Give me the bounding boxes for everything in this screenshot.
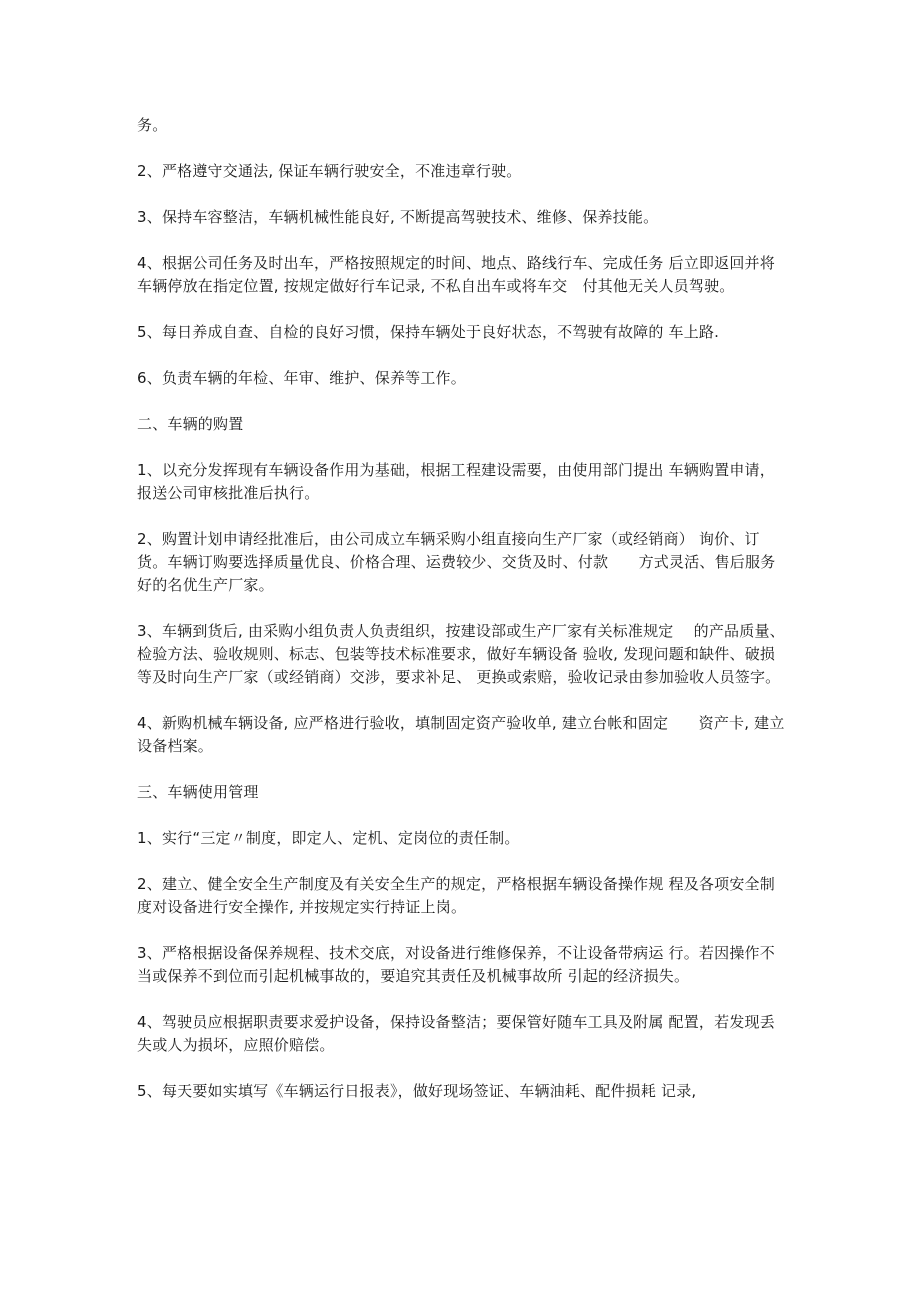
paragraph-item: 5、每天要如实填写《车辆运行日报表》，做好现场签证、车辆油耗、配件损耗 记录, — [137, 1082, 697, 1100]
paragraph-continuation: 务。 — [137, 116, 168, 134]
section-heading: 二、车辆的购置 — [137, 415, 244, 433]
paragraph-item: 2、购置计划申请经批准后，由公司成立车辆采购小组直接向生产厂家（或经销商） 询价、订货。车辆订购要选择质量优良、价格合理、运费较少、交货及时、付款 方式灵活、售后服务好的名优生产厂家。 — [137, 530, 776, 594]
paragraph-item: 3、严格根据设备保养规程、技术交底，对设备进行维修保养，不让设备带病运 行。若因操作不当或保养不到位而引起机械事故的，要追究其责任及机械事故所 引起的经济损失。 — [137, 944, 775, 985]
paragraph-item: 5、每日养成自查、自检的良好习惯，保持车辆处于良好状态，不驾驶有故障的 车上路. — [137, 323, 720, 341]
paragraph-item: 1、实行“三定〃制度，即定人、定机、定岗位的责任制。 — [137, 829, 520, 847]
paragraph-item: 1、以充分发挥现有车辆设备作用为基础，根据工程建设需要，由使用部门提出 车辆购置申请，报送公司审核批准后执行。 — [137, 461, 775, 502]
paragraph-item: 4、驾驶员应根据职责要求爱护设备，保持设备整洁；要保管好随车工具及附属 配置，若发现丢失或人为损坏，应照价赔偿。 — [137, 1013, 775, 1054]
paragraph-item: 4、根据公司任务及时出车，严格按照规定的时间、地点、路线行车、完成任务 后立即返回并将车辆停放在指定位置, 按规定做好行车记录, 不私自出车或将车交 付其他无关人员驾驶。 — [137, 254, 775, 295]
paragraph-item: 2、严格遵守交通法, 保证车辆行驶安全，不准违章行驶。 — [137, 162, 522, 180]
paragraph-item: 6、负责车辆的年检、年审、维护、保养等工作。 — [137, 369, 466, 387]
section-heading: 三、车辆使用管理 — [137, 783, 259, 801]
paragraph-item: 2、建立、健全安全生产制度及有关安全生产的规定，严格根据车辆设备操作规 程及各项安全制度对设备进行安全操作, 并按规定实行持证上岗。 — [137, 875, 775, 916]
paragraph-item: 3、车辆到货后, 由采购小组负责人负责组织，按建设部或生产厂家有关标准规定 的产品质量、检验方法、验收规则、标志、包装等技术标准要求，做好车辆设备 验收, 发现问题和缺件、破损等及时向生产厂家（或经销商）交涉，要求补足、 更换或索赔，验收记录由参加验收人员签字。 — [137, 622, 785, 686]
paragraph-item: 4、新购机械车辆设备, 应严格进行验收，填制固定资产验收单, 建立台帐和固定 资产卡, 建立设备档案。 — [137, 714, 785, 755]
paragraph-item: 3、保持车容整洁，车辆机械性能良好, 不断提高驾驶技术、维修、保养技能。 — [137, 208, 659, 226]
document-body — [137, 114, 787, 1126]
